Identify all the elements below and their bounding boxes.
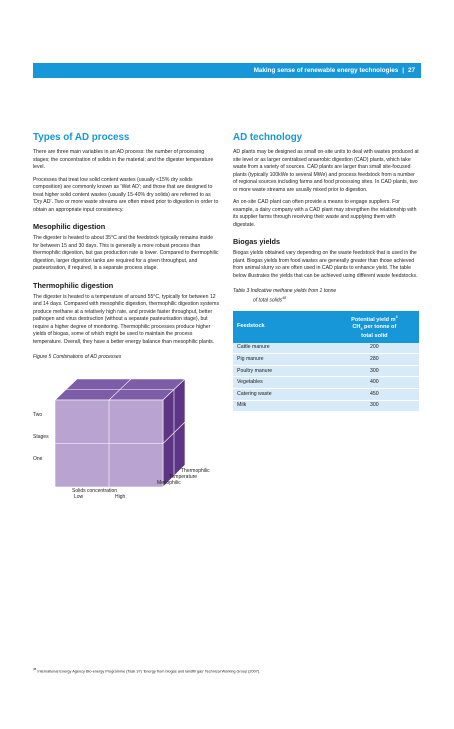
ad-technology-heading: AD technology [233, 132, 303, 143]
column-header-feedstock: Feedstock [233, 311, 330, 343]
table-header-row [233, 311, 419, 343]
table-row [233, 389, 419, 401]
mesophilic-paragraph: The digester is heated to about 35°C and the feedstock typically remains inside for between 15 and 30 days. This is generally a more robust process than thermophilic digestion, but gas production rate is lower. Compared to thermophilic digestion, larger digestion tanks are required for a given throughput, and pasteurisation, if required, is a separate process stage. [33, 235, 219, 271]
feedstock-cell: Catering waste [233, 389, 330, 401]
ad-process-cube-figure [33, 367, 219, 507]
feedstock-cell: Cattle manure [233, 343, 330, 354]
table-caption-line-2: of total solids [253, 297, 283, 304]
ad-technology-paragraph-2: An on-site CAD plant can often provide a means to engage suppliers. For example, a dairy company with a CAD plant may strengthen the relationship with its supplier farms through receiving their waste and supplying them with digestate. [233, 199, 417, 228]
figure-caption: Figure 5 Combinations of AD processes [33, 354, 122, 360]
feedstock-cell: Milk [233, 400, 330, 412]
ad-technology-paragraph-1: AD plants may be designed as small on-site units to deal with wastes produced at site level or as larger centralised anaerobic digestion (CAD) plants, which take waste from a variety of sources. CAD plants are larger than small site-focused plants (typically 100kWe to several MWe) and process feedstock from a number of regional sources including farms and food processing sites. In CAD plants, two or more waste streams are usually mixed prior to digestion. [233, 149, 419, 193]
types-paragraph-1: There are three main variables in an AD process: the number of processing stages; the concentration of solids in the material; and the digester temperature level. [33, 149, 214, 170]
potential-yield-text-b: CH [352, 323, 361, 330]
potential-yield-text-d: total solid [361, 332, 388, 339]
label-stages: Stages [33, 434, 49, 440]
methane-yields-table [233, 311, 419, 413]
yield-cell: 400 [330, 377, 419, 389]
yield-cell: 200 [330, 343, 419, 354]
feedstock-cell: Pig manure [233, 354, 330, 366]
right-column [233, 132, 419, 412]
yield-cell: 450 [330, 389, 419, 401]
column-header-potential-yield [330, 311, 419, 343]
label-one: One [33, 456, 43, 462]
mesophilic-heading: Mesophilic digestion [33, 222, 106, 231]
table-row [233, 343, 419, 354]
footnote-ref: 48 [33, 667, 37, 671]
types-heading: Types of AD process [33, 132, 130, 143]
label-low: Low [74, 494, 84, 500]
feedstock-cell: Vegetables [233, 377, 330, 389]
potential-yield-sub: 4 [360, 326, 363, 331]
yield-cell: 300 [330, 365, 419, 377]
table-row [233, 400, 419, 412]
label-high: High [115, 494, 126, 500]
table-caption-ref: 48 [282, 296, 287, 300]
footnote [33, 667, 260, 673]
label-solids-concentration: Solids concentration [72, 488, 118, 494]
header-separator: | [402, 67, 404, 74]
potential-yield-text-c: per tonne of [362, 323, 397, 330]
table-caption [233, 288, 419, 305]
footnote-text: International Energy Agency Bio-energy Programme (Task 37) ‘Energy from biogas and landfill gas’ Technical Working Group (2007). [37, 669, 261, 674]
potential-yield-text-a: Potential yield m [351, 316, 396, 323]
table-row [233, 354, 419, 366]
page-number: 27 [407, 67, 415, 74]
label-two: Two [33, 412, 43, 418]
feedstock-cell: Poultry manure [233, 365, 330, 377]
types-paragraph-2: Processes that treat low solid content wastes (usually <15% dry solids composition) are commonly known as ‘Wet AD’; and those that are designed to treat higher solid content wastes (usually 15-40% dry solids) are referred to as ‘Dry AD’. Two or more waste streams are often mixed prior to digestion in order to obtain an appropriate input consistency. [33, 176, 219, 213]
thermophilic-paragraph: The digester is heated to a temperature of around 55°C, typically for between 12 and 14 days. Compared with mesophilic digestion, thermophilic digestion systems produce methane at a relatively high rate, and provide faster throughput, better pathogen and virus destruction (without a separate pasteurisation stage), but require a higher degree of monitoring. Thermophilic processes produce higher yields of biogas, some of which might be used to maintain the process temperature. Overall, they have a better energy balance than mesophilic plants. [33, 293, 220, 345]
table-row [233, 365, 419, 377]
label-mesophilic: Mesophilic [157, 480, 181, 486]
page-header [33, 63, 421, 78]
label-thermophilic: Thermophilic [181, 468, 210, 474]
header-title: Making sense of renewable energy technologies [253, 67, 399, 74]
table-row [233, 377, 419, 389]
table-caption-line-1: Table 3 Indicative methane yields from 1 tonne [233, 288, 337, 294]
biogas-yields-heading: Biogas yields [233, 237, 281, 246]
biogas-yields-paragraph: Biogas yields obtained vary depending on the waste feedstock that is used in the plant. Biogas yields from food wastes are generally greater than those achieved from animal slurry so are often used in CAD plants to enhance yield. The table below illustrates the yields that can be achieved using different waste feedstocks. [233, 250, 418, 279]
potential-yield-sup: 3 [395, 314, 398, 319]
label-temperature: Temperature [169, 474, 198, 480]
cube-diagram [33, 367, 219, 507]
yield-cell: 280 [330, 354, 419, 366]
yield-cell: 300 [330, 400, 419, 412]
left-column [33, 132, 219, 507]
thermophilic-heading: Thermophilic digestion [33, 280, 114, 290]
